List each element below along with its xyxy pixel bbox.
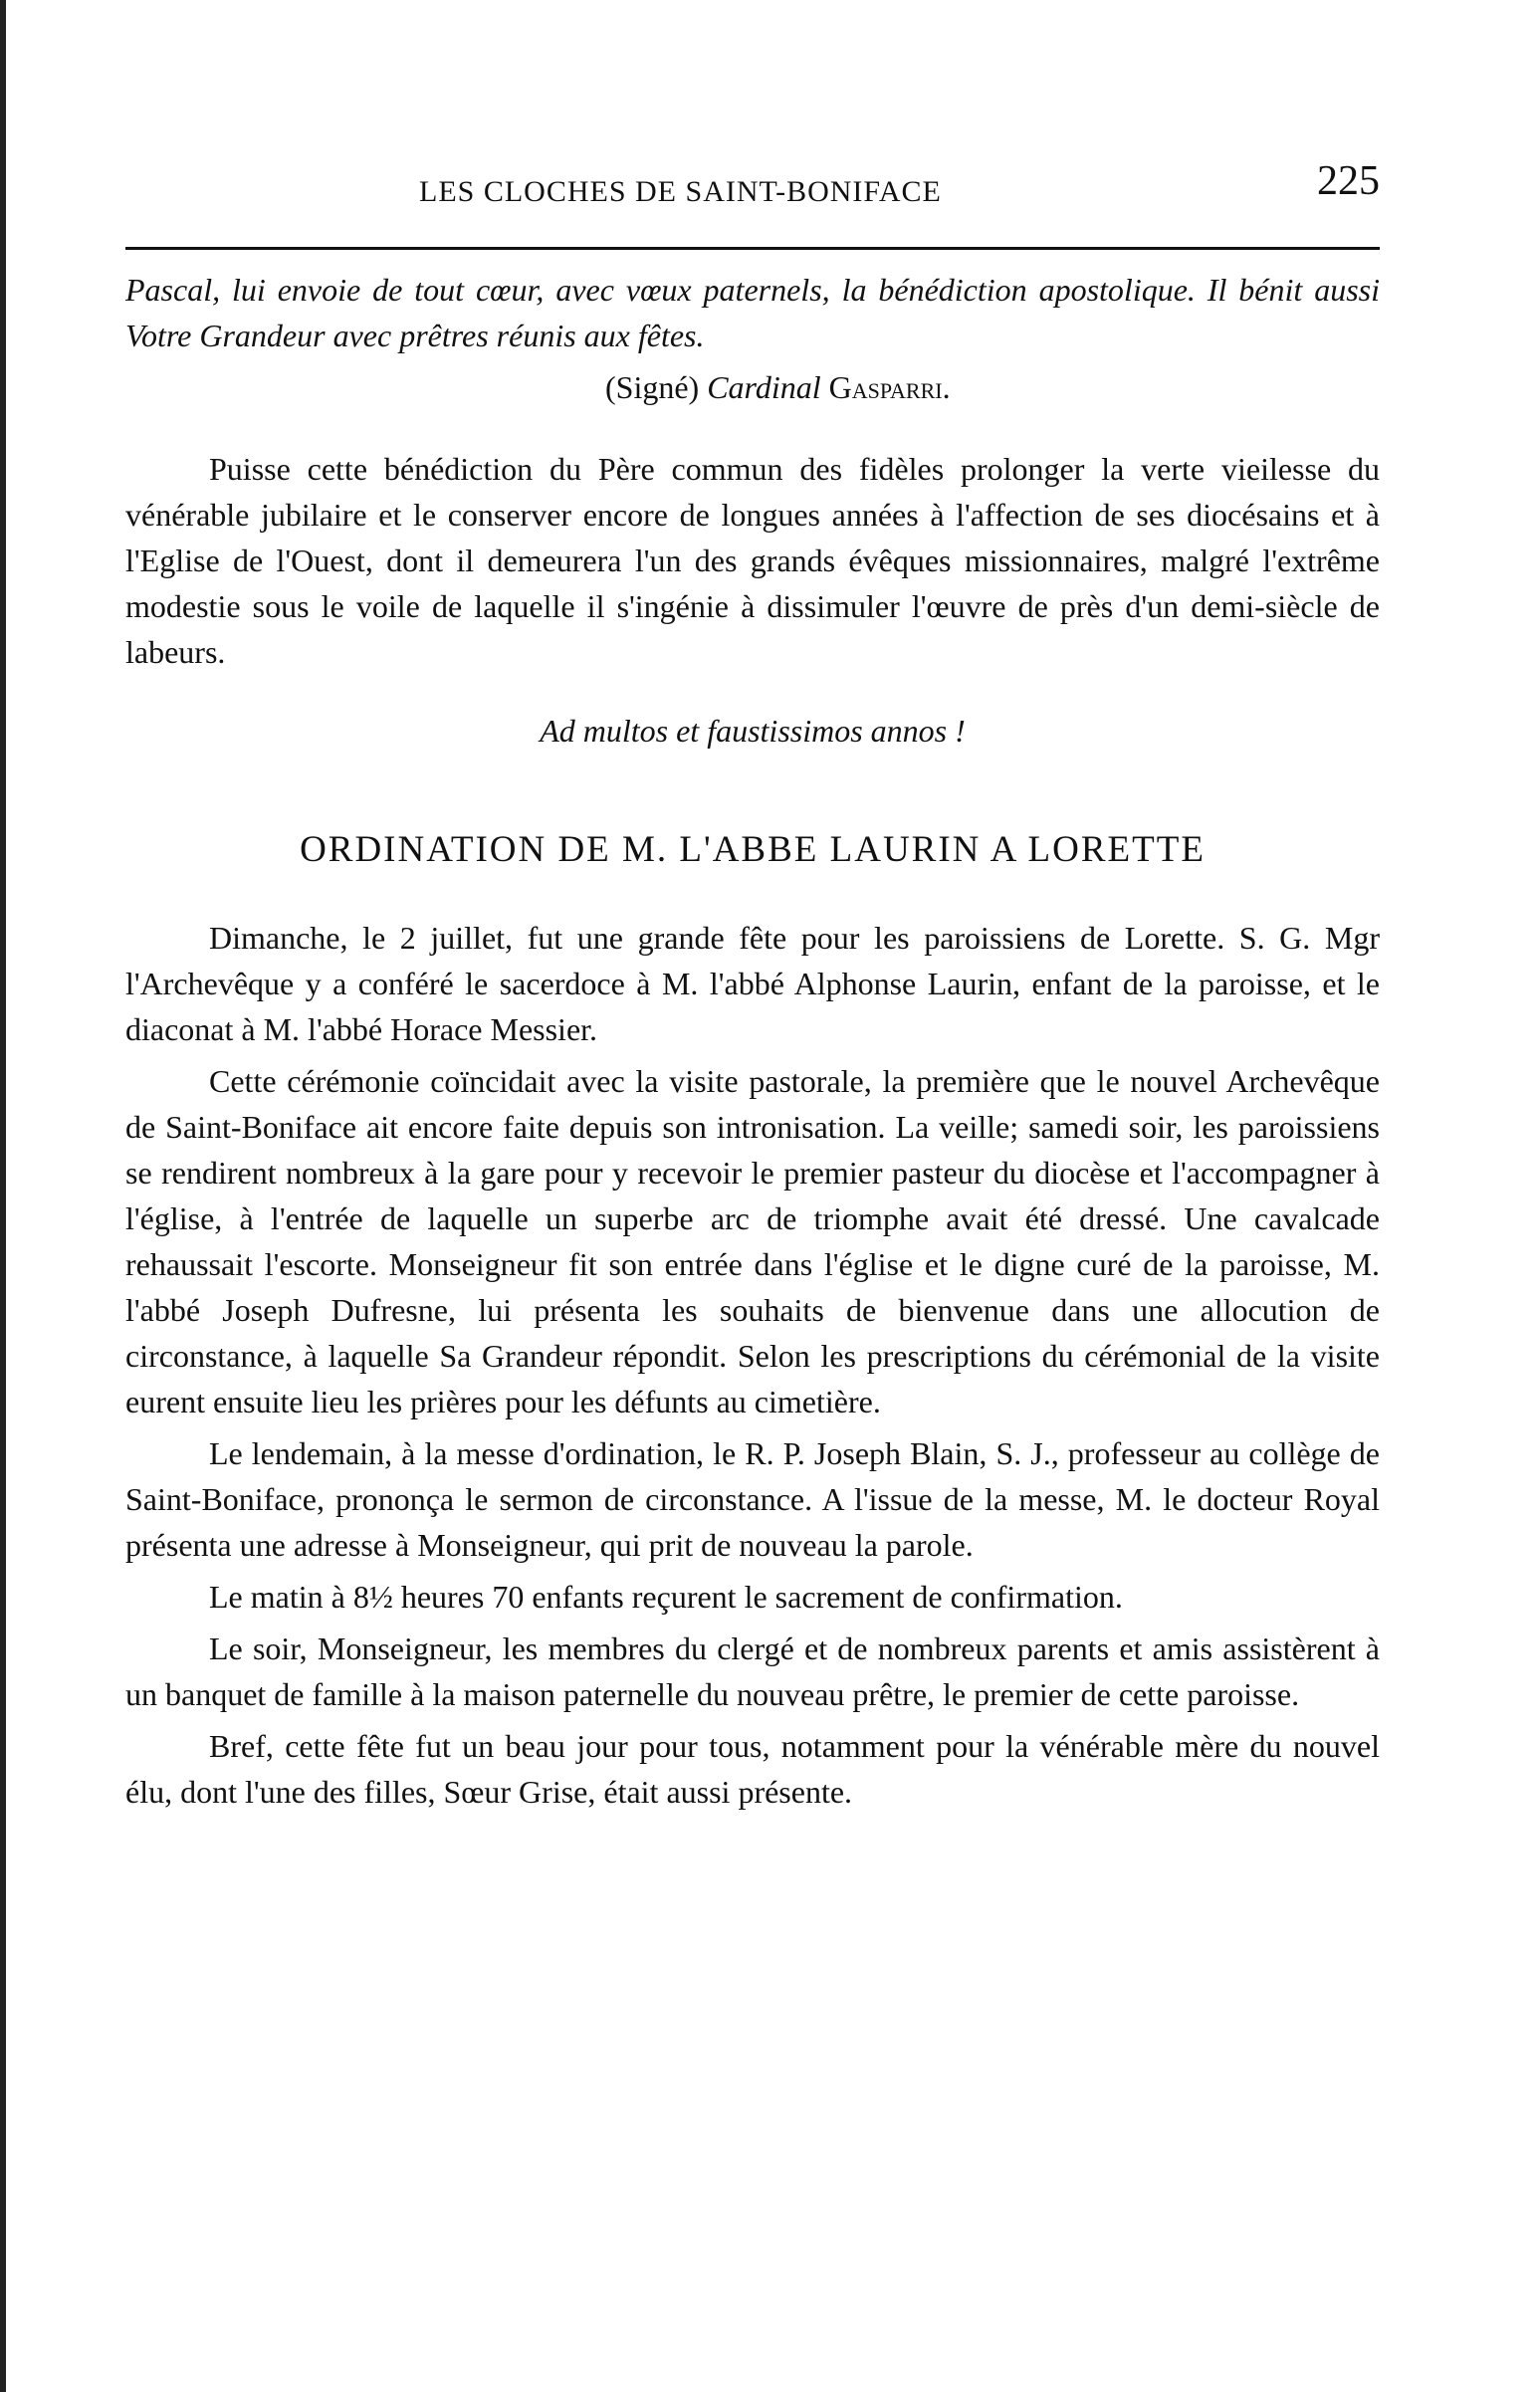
signature-name: Gasparri. (828, 369, 951, 405)
running-header (125, 139, 1380, 209)
article-paragraph: Le matin à 8½ heures 70 enfants reçurent le sacrement de confirmation. (209, 1579, 1123, 1615)
page-number: 225 (1317, 158, 1380, 204)
tribute-paragraph: Puisse cette bénédiction du Père commun des fidèles prolonger la verte vieilesse du vénérable jubilaire et le conserver encore de longues années à l'affection de ses diocésains et à l'Eglise de l'Ouest, dont il demeurera l'un des grands évêques missionnaires, malgré l'extrême modestie sous le voile de laquelle il s'ingénie à dissimuler l'œuvre de près d'un demi-siècle de labeurs. (125, 451, 1380, 670)
article-paragraph: Cette cérémonie coïncidait avec la visite pastorale, la première que le nouvel Archevêque de Saint-Boniface ait encore faite depuis son intronisation. La veille; samedi soir, les paroissiens se rendirent nombreux à la gare pour y recevoir le premier pasteur du diocèse et l'accompagner à l'église, à l'entrée de laquelle un superbe arc de triomphe avait été dressé. Une cavalcade rehaussait l'escorte. Monseigneur fit son entrée dans l'église et le digne curé de la paroisse, M. l'abbé Joseph Dufresne, lui présenta les souhaits de bienvenue dans une allocution de circonstance, à laquelle Sa Grandeur répondit. Selon les prescriptions du cérémonial de la visite eurent ensuite lieu les prières pour les défunts au cimetière. (125, 1063, 1380, 1419)
article-paragraph: Bref, cette fête fut un beau jour pour tous, notamment pour la vénérable mère du nouvel élu, dont l'une des filles, Sœur Grise, était aussi présente. (125, 1728, 1380, 1810)
article-title: ORDINATION DE M. L'ABBE LAURIN A LORETTE (300, 829, 1206, 870)
page-body (125, 267, 1380, 1815)
signature-role: Cardinal (707, 369, 821, 405)
signature-open: (Signé) (605, 369, 700, 405)
book-page (125, 139, 1380, 1810)
letter-signature (605, 364, 1380, 410)
latin-wish: Ad multos et faustissimos annos ! (540, 713, 966, 749)
page-binding-edge (0, 0, 6, 2392)
article-paragraph: Le soir, Monseigneur, les membres du clergé et de nombreux parents et amis assistèrent à un banquet de famille à la maison paternelle du nouveau prêtre, le premier de cette paroisse. (125, 1631, 1380, 1712)
letter-closing: Pascal, lui envoie de tout cœur, avec vœux paternels, la bénédiction apostolique. Il bénit aussi Votre Grandeur avec prêtres réunis aux fêtes. (125, 272, 1380, 353)
header-rule (125, 247, 1380, 250)
article-paragraph: Le lendemain, à la messe d'ordination, le R. P. Joseph Blain, S. J., professeur au collège de Saint-Boniface, prononça le sermon de circonstance. A l'issue de la messe, M. le docteur Royal présenta une adresse à Monseigneur, qui prit de nouveau la parole. (125, 1435, 1380, 1563)
article-body (125, 915, 1380, 1815)
article-paragraph: Dimanche, le 2 juillet, fut une grande fête pour les paroissiens de Lorette. S. G. Mgr l'Archevêque y a conféré le sacerdoce à M. l'abbé Alphonse Laurin, enfant de la paroisse, et le diaconat à M. l'abbé Horace Messier. (125, 920, 1380, 1047)
running-title: LES CLOCHES DE SAINT-BONIFACE (419, 175, 942, 208)
